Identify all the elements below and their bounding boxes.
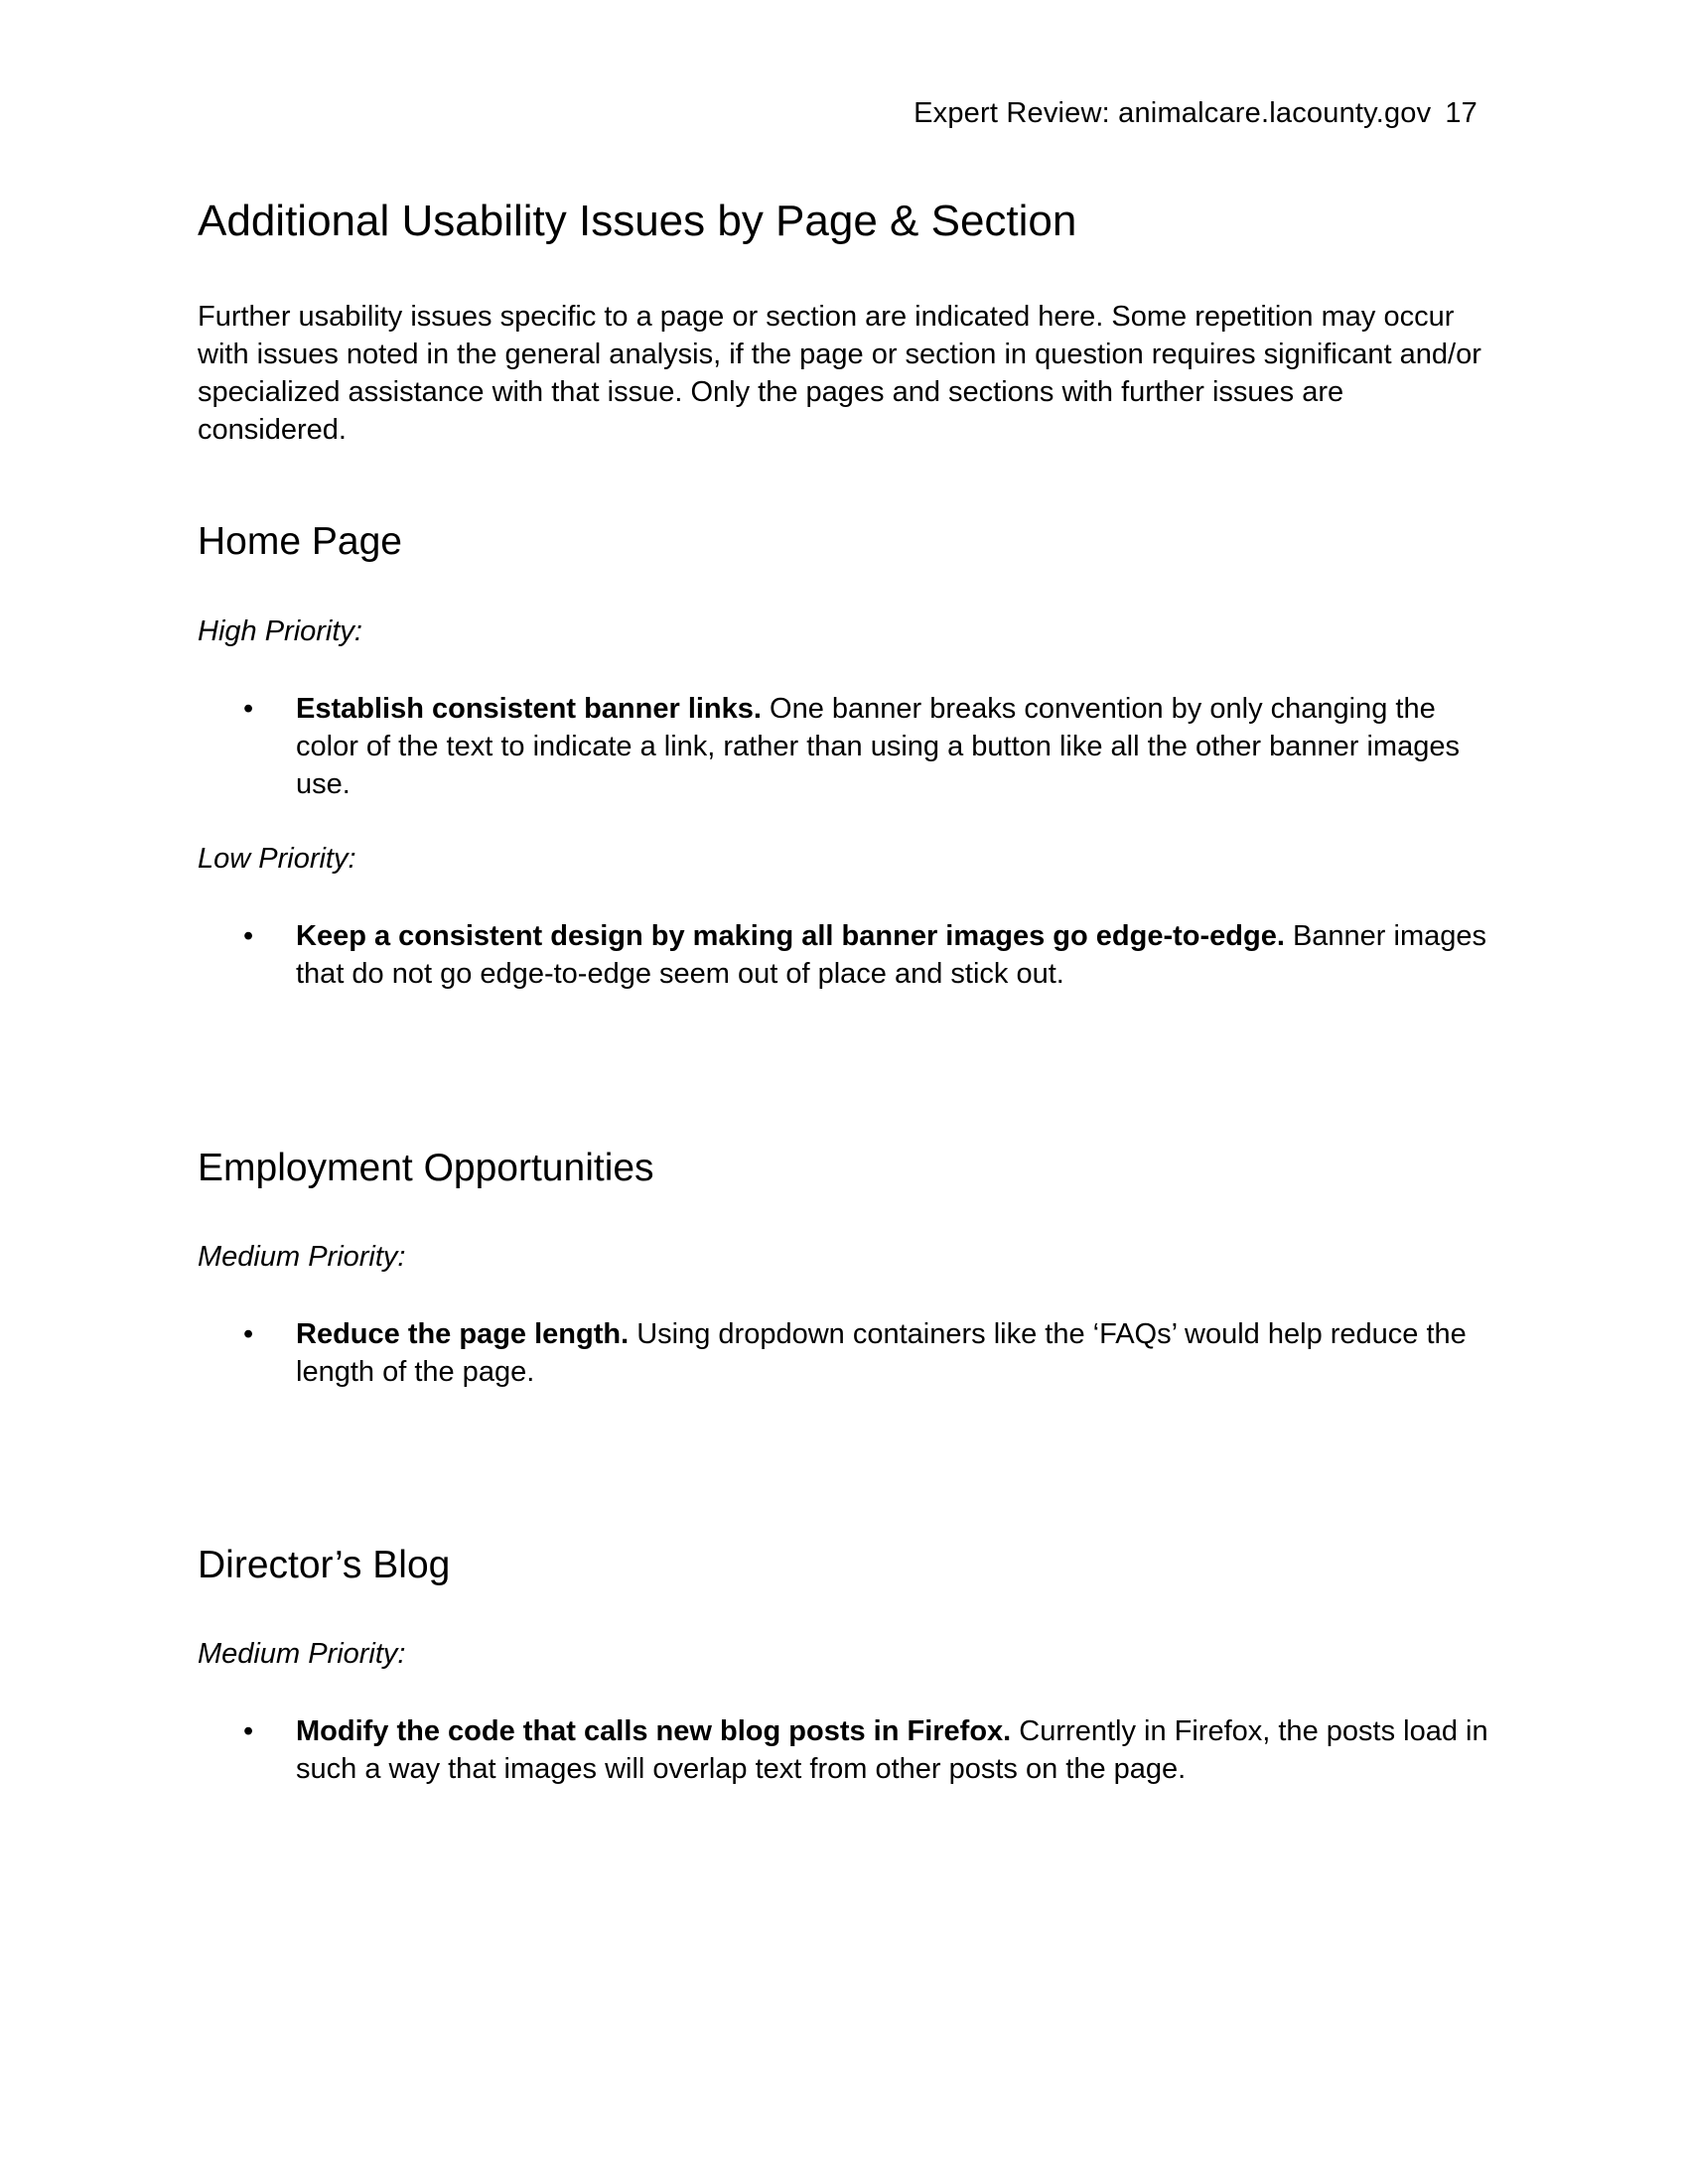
running-title: Expert Review: animalcare.lacounty.gov [914, 97, 1432, 129]
list-item [198, 917, 1488, 993]
page-number: 17 [1445, 97, 1477, 129]
list-item-text [296, 690, 1488, 803]
bullet-icon: • [243, 1318, 254, 1350]
list-item [198, 690, 1488, 803]
priority-label-high: High Priority: [198, 615, 362, 647]
bullet-icon: • [243, 1715, 254, 1747]
list-item-body: Banner images that do not go edge-to-edge seem out of place and stick out. [296, 920, 1487, 990]
list-item [198, 1315, 1488, 1391]
list-item-text [296, 1315, 1488, 1391]
list-item-bold-lead: Reduce the page length. [296, 1318, 630, 1350]
section-heading-employment-opportunities: Employment Opportunities [198, 1147, 654, 1189]
list-item-bold-lead: Keep a consistent design by making all banner images go edge-to-edge. [296, 920, 1285, 952]
list-item-text [296, 1712, 1488, 1788]
section-heading-directors-blog: Director’s Blog [198, 1544, 451, 1586]
list-item-bold-lead: Modify the code that calls new blog posts in Firefox. [296, 1715, 1012, 1747]
list-item-text [296, 917, 1488, 993]
priority-label-low: Low Priority: [198, 843, 356, 875]
page-header [914, 97, 1477, 130]
section-heading-home-page: Home Page [198, 520, 402, 563]
list-item-bold-lead: Establish consistent banner links. [296, 693, 762, 725]
bullet-icon: • [243, 920, 254, 952]
intro-paragraph: Further usability issues specific to a page or section are indicated here. Some repetition may occur with issues noted in the general analysis, if the page or section in question requires significant and/or specialized assistance with that issue. Only the pages and sections with further issues are considered. [198, 301, 1481, 446]
priority-label-medium: Medium Priority: [198, 1241, 406, 1273]
list-item-body: One banner breaks convention by only changing the color of the text to indicate a link, rather than using a button like all the other banner images use. [296, 693, 1460, 800]
priority-label-medium: Medium Priority: [198, 1638, 406, 1670]
list-item-body: Currently in Firefox, the posts load in such a way that images will overlap text from other posts on the page. [296, 1715, 1488, 1785]
page-title: Additional Usability Issues by Page & Section [198, 197, 1077, 245]
bullet-icon: • [243, 693, 254, 725]
list-item-body: Using dropdown containers like the ‘FAQs’ would help reduce the length of the page. [296, 1318, 1467, 1388]
list-item [198, 1712, 1488, 1788]
